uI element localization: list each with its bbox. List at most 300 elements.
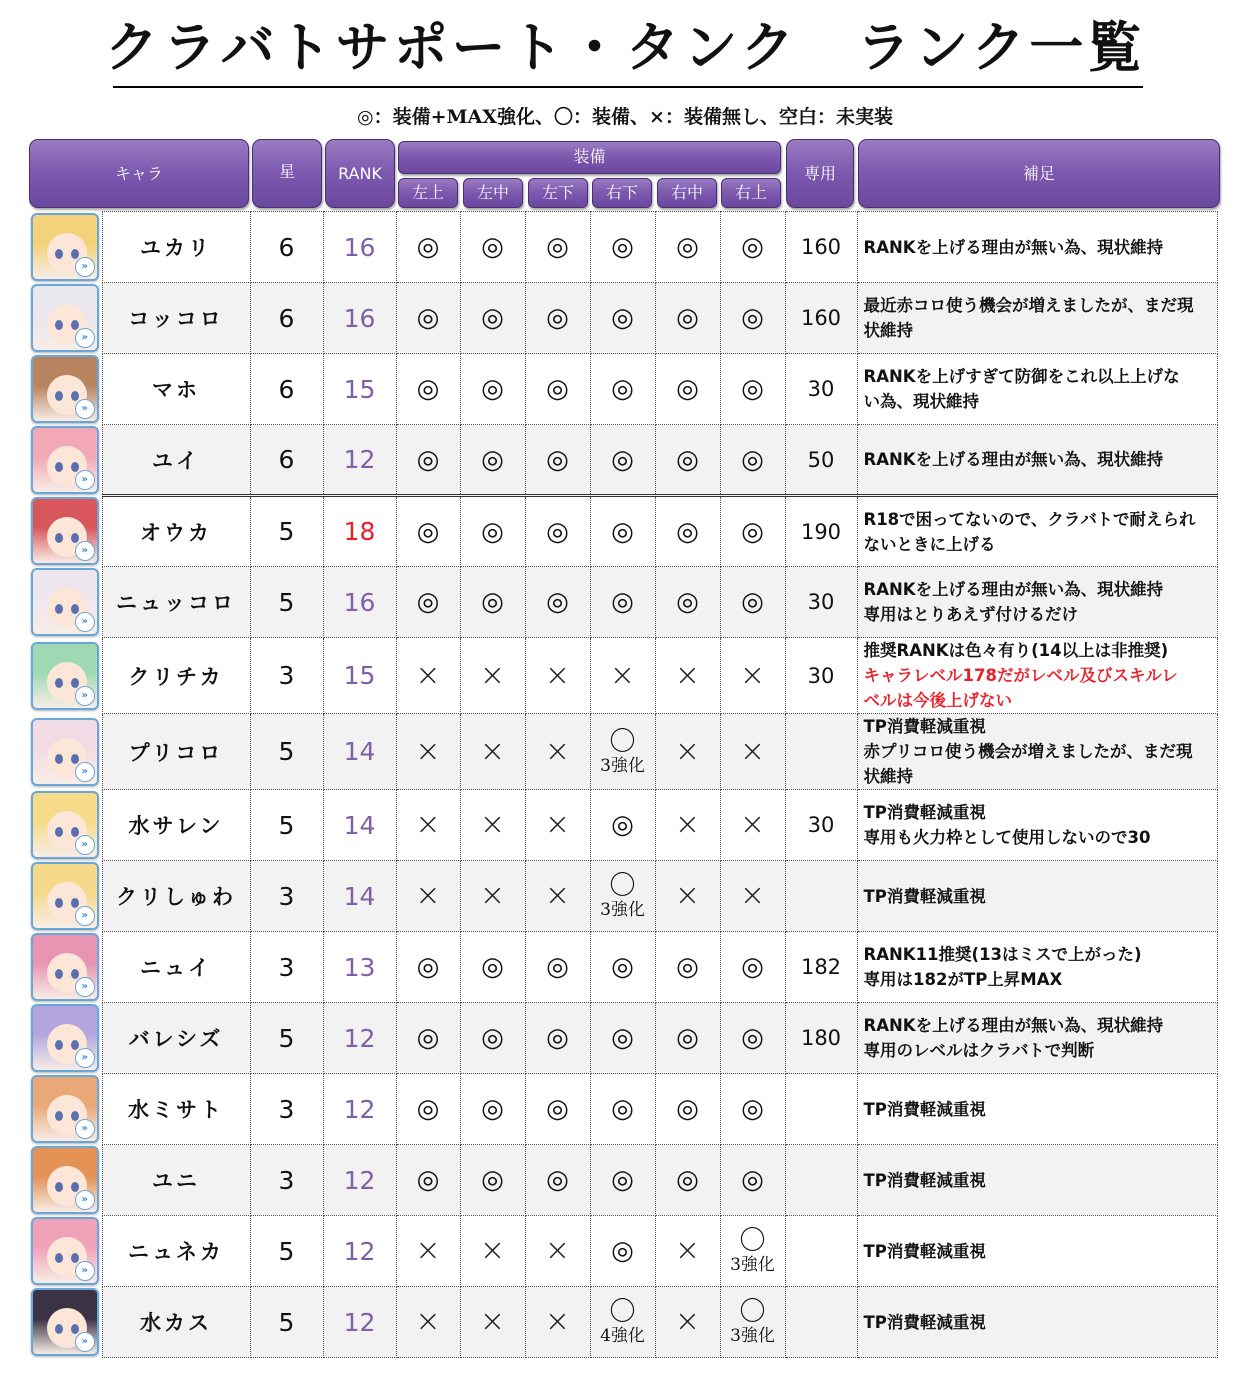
equip-cell <box>655 1287 720 1358</box>
rank-value-cell <box>323 932 396 1003</box>
arrow-badge-icon: » <box>75 541 95 561</box>
equip-cell <box>396 1145 460 1216</box>
equip-cell <box>396 1216 460 1287</box>
chara-name-cell <box>102 1216 250 1287</box>
equip-mark: ◎ <box>416 587 440 617</box>
equip-cell <box>720 714 785 790</box>
header-unique-label: 専用 <box>803 164 836 183</box>
table-row <box>28 1216 1217 1287</box>
table-row <box>28 496 1217 567</box>
avatar-eye-icon <box>55 678 63 688</box>
equip-mark: × <box>415 657 441 693</box>
equip-mark: ◎ <box>481 1165 504 1195</box>
note-cell <box>857 425 1217 496</box>
avatar-cell <box>28 1145 102 1216</box>
equip-cell <box>525 1216 590 1287</box>
equip-cell <box>525 354 590 425</box>
equip-cell <box>396 790 460 861</box>
chara-name: ニュッコロ <box>116 590 236 615</box>
arrow-badge-icon: » <box>75 1190 95 1210</box>
equip-cell <box>396 1074 460 1145</box>
note-cell <box>857 790 1217 861</box>
note-line: RANKを上げる理由が無い為、現状維持 <box>863 580 1164 599</box>
avatar-cell <box>28 1003 102 1074</box>
equip-cell <box>460 567 525 638</box>
equip-mark: ◎ <box>676 303 699 333</box>
avatar-eye-icon <box>71 1182 79 1192</box>
avatar <box>31 862 99 930</box>
unique-value-cell <box>785 567 857 638</box>
star-value-cell <box>250 638 323 714</box>
chara-name: ユニ <box>152 1168 200 1193</box>
equip-mark: ◎ <box>416 1165 440 1195</box>
equip-cell <box>590 283 655 354</box>
equip-cell <box>396 212 460 283</box>
star-value-cell <box>250 283 323 354</box>
note-line: い為、現状維持 <box>863 392 979 411</box>
arrow-badge-icon: » <box>75 977 95 997</box>
chara-name: 水ミサト <box>128 1097 224 1122</box>
equip-cell <box>655 1216 720 1287</box>
chara-name: ニュネカ <box>128 1239 224 1264</box>
equip-cell <box>655 1074 720 1145</box>
note-line: 状維持 <box>863 767 913 786</box>
equip-cell <box>720 354 785 425</box>
rank-value-cell <box>323 567 396 638</box>
header-slot-1 <box>463 178 523 208</box>
unique-value: 30 <box>807 813 835 837</box>
unique-value: 180 <box>800 1026 842 1050</box>
equip-mark: × <box>415 807 441 842</box>
note-line: RANKを上げる理由が無い為、現状維持 <box>863 237 1164 257</box>
header-equip-label: 装備 <box>573 147 606 166</box>
header-slot-4 <box>657 178 717 208</box>
chara-name: マホ <box>152 377 200 402</box>
rank-value-cell <box>323 714 396 790</box>
note-line: TP消費軽減重視 <box>863 886 986 906</box>
equip-cell <box>590 496 655 567</box>
unique-value-cell <box>785 283 857 354</box>
avatar-eye-icon <box>71 533 79 543</box>
unique-value: 30 <box>807 663 835 688</box>
equip-mark: × <box>544 807 571 842</box>
equip-mark: × <box>674 1233 701 1268</box>
equip-mark: ◎ <box>741 1165 764 1195</box>
avatar <box>31 284 99 352</box>
rank-value: 14 <box>343 810 376 840</box>
star-value-cell <box>250 1287 323 1358</box>
header-slot-3 <box>592 178 652 208</box>
avatar-eye-icon <box>55 320 63 330</box>
arrow-badge-icon: » <box>75 686 95 706</box>
avatar-eye-icon <box>55 898 63 908</box>
equip-cell <box>460 714 525 790</box>
equip-mark: ◎ <box>611 444 634 475</box>
equip-mark: × <box>544 1304 571 1339</box>
equip-mark: × <box>674 807 701 842</box>
note-cell <box>857 861 1217 932</box>
equip-cell <box>590 714 655 790</box>
note-line: 専用も火力枠として使用しないので30 <box>863 828 1151 847</box>
equip-mark: × <box>674 878 701 913</box>
avatar-eye-icon <box>71 1040 79 1050</box>
avatar-cell <box>28 714 102 790</box>
chara-name-cell <box>102 790 250 861</box>
avatar <box>31 933 99 1001</box>
unique-value-cell <box>785 790 857 861</box>
equip-cell <box>460 1074 525 1145</box>
equip-cell <box>590 425 655 496</box>
equip-cell <box>655 638 720 714</box>
note-line: R18で困ってないので、クラバトで耐えられ <box>863 509 1196 529</box>
avatar-cell <box>28 283 102 354</box>
avatar <box>31 1004 99 1072</box>
equip-mark: ◎ <box>611 810 634 840</box>
equip-cell <box>590 1003 655 1074</box>
chara-name-cell <box>102 1003 250 1074</box>
equip-cell <box>525 425 590 496</box>
table-row <box>28 212 1217 283</box>
chara-name: ユイ <box>152 447 200 473</box>
equip-mark: ◎ <box>741 303 764 333</box>
equip-cell <box>720 425 785 496</box>
equip-mark: × <box>479 878 506 913</box>
avatar-eye-icon <box>71 391 79 401</box>
equip-mark: ◎ <box>676 444 699 475</box>
header-chara <box>29 139 249 208</box>
chara-name-cell <box>102 354 250 425</box>
avatar <box>31 213 99 281</box>
avatar-eye-icon <box>71 1111 79 1121</box>
star-value-cell <box>250 1216 323 1287</box>
equip-mark: × <box>415 1233 441 1268</box>
equip-mark: ◎ <box>416 303 440 333</box>
equip-mark: × <box>479 807 506 842</box>
header-chara-label: キャラ <box>114 164 163 183</box>
arrow-badge-icon: » <box>75 1048 95 1068</box>
note-cell <box>857 1287 1217 1358</box>
equip-cell <box>720 861 785 932</box>
avatar-cell <box>28 1074 102 1145</box>
star-value-cell <box>250 861 323 932</box>
header-rank-label: RANK <box>338 164 382 183</box>
arrow-badge-icon: » <box>75 762 95 782</box>
unique-value-cell <box>785 1074 857 1145</box>
chara-name: クリしゅわ <box>116 884 236 909</box>
unique-value: 182 <box>800 955 842 979</box>
equip-cell <box>720 790 785 861</box>
note-line: TP消費軽減重視 <box>863 1099 986 1119</box>
equip-stage: 3強化 <box>730 1326 775 1346</box>
unique-value-cell <box>785 496 857 567</box>
equip-mark: × <box>544 1233 571 1268</box>
avatar <box>31 497 99 565</box>
equip-mark: × <box>415 733 441 769</box>
equip-mark: ◎ <box>546 1165 569 1195</box>
equip-mark: × <box>479 1233 506 1268</box>
equip-mark: ◎ <box>481 232 504 262</box>
note-line: ないときに上げる <box>863 534 996 554</box>
equip-mark: ◎ <box>416 1094 440 1124</box>
unique-value-cell <box>785 1287 857 1358</box>
avatar <box>31 1217 99 1285</box>
equip-mark: ◎ <box>481 516 504 547</box>
star-value: 3 <box>278 881 295 911</box>
chara-name: クリチカ <box>128 663 224 689</box>
rank-value: 12 <box>343 1094 376 1124</box>
header-slot-label: 右中 <box>670 183 703 202</box>
equip-cell <box>720 496 785 567</box>
equip-cell <box>655 714 720 790</box>
unique-value: 160 <box>800 235 842 259</box>
equip-cell <box>590 1216 655 1287</box>
equip-cell <box>655 1145 720 1216</box>
chara-name-cell <box>102 212 250 283</box>
star-value-cell <box>250 1145 323 1216</box>
equip-cell <box>460 212 525 283</box>
equip-mark: ◎ <box>676 516 699 547</box>
equip-cell <box>460 283 525 354</box>
unique-value-cell <box>785 1003 857 1074</box>
avatar-eye-icon <box>55 462 63 472</box>
avatar-cell <box>28 425 102 496</box>
equip-cell <box>460 1287 525 1358</box>
avatar-eye-icon <box>55 604 63 614</box>
equip-mark: × <box>415 1304 441 1339</box>
equip-mark: ◎ <box>611 303 634 333</box>
avatar-cell <box>28 1216 102 1287</box>
unique-value: 160 <box>800 306 842 330</box>
note-line: RANK11推奨(13はミスで上がった) <box>863 945 1142 964</box>
equip-cell <box>525 861 590 932</box>
equip-cell <box>460 425 525 496</box>
equip-cell <box>460 861 525 932</box>
avatar-cell <box>28 1287 102 1358</box>
equip-mark: ◎ <box>611 1165 634 1195</box>
rank-table-body <box>28 212 1217 1358</box>
note-line: TP消費軽減重視 <box>863 1170 986 1190</box>
equip-mark: ◎ <box>481 587 504 617</box>
note-line: TP消費軽減重視 <box>863 1312 986 1332</box>
rank-value-cell <box>323 1074 396 1145</box>
star-value-cell <box>250 1003 323 1074</box>
note-cell <box>857 354 1217 425</box>
equip-mark: ◎ <box>741 587 764 617</box>
rank-value-cell <box>323 496 396 567</box>
table-row <box>28 1074 1217 1145</box>
note-cell <box>857 932 1217 1003</box>
equip-mark: ◎ <box>481 1023 504 1053</box>
equip-mark: ◎ <box>546 952 569 982</box>
rank-value-cell <box>323 790 396 861</box>
equip-mark: ◎ <box>611 1094 634 1124</box>
equip-cell <box>655 1003 720 1074</box>
avatar-eye-icon <box>55 969 63 979</box>
equip-cell <box>590 638 655 714</box>
unique-value: 30 <box>807 590 835 614</box>
equip-cell <box>655 932 720 1003</box>
rank-value-cell <box>323 638 396 714</box>
equip-stage: 3強化 <box>600 900 645 920</box>
equip-cell <box>396 567 460 638</box>
equip-mark: ◎ <box>481 1094 504 1124</box>
arrow-badge-icon: » <box>75 1261 95 1281</box>
equip-mark: 〇 <box>609 1297 636 1327</box>
equip-mark: × <box>674 1304 701 1339</box>
equip-cell <box>396 1287 460 1358</box>
avatar-cell <box>28 354 102 425</box>
avatar-eye-icon <box>71 320 79 330</box>
avatar-eye-icon <box>71 969 79 979</box>
rank-value: 16 <box>343 587 376 617</box>
equip-mark: ◎ <box>611 1236 634 1266</box>
header-star <box>252 139 322 208</box>
equip-mark: ◎ <box>676 374 699 404</box>
equip-cell <box>590 932 655 1003</box>
header-slot-label: 右下 <box>605 183 638 202</box>
equip-cell <box>525 567 590 638</box>
rank-value: 16 <box>343 232 376 262</box>
equip-cell <box>396 861 460 932</box>
avatar <box>31 1075 99 1143</box>
chara-name-cell <box>102 638 250 714</box>
equip-cell <box>720 638 785 714</box>
equip-cell <box>396 638 460 714</box>
star-value-cell <box>250 932 323 1003</box>
unique-value-cell <box>785 714 857 790</box>
equip-mark: ◎ <box>741 516 764 547</box>
unique-value-cell <box>785 425 857 496</box>
equip-cell <box>525 1003 590 1074</box>
equip-mark: ◎ <box>676 1094 699 1124</box>
chara-name: ニュイ <box>140 955 212 980</box>
equip-cell <box>525 283 590 354</box>
header-slot-label: 左下 <box>541 183 574 202</box>
equip-mark: ◎ <box>546 444 569 475</box>
header-unique <box>786 139 854 208</box>
note-line: TP消費軽減重視 <box>863 803 986 822</box>
header-equip <box>398 141 781 174</box>
equip-mark: ◎ <box>416 444 440 475</box>
legend-text: ◎：装備+MAX強化、〇：装備、×：装備無し、空白：未実装 <box>357 106 893 128</box>
avatar <box>31 355 99 423</box>
arrow-badge-icon: » <box>75 399 95 419</box>
unique-value: 30 <box>807 377 835 401</box>
unique-value-cell <box>785 1216 857 1287</box>
rank-value: 12 <box>343 1236 376 1266</box>
avatar-eye-icon <box>55 1324 63 1334</box>
equip-cell <box>720 212 785 283</box>
equip-cell <box>396 714 460 790</box>
rank-value-cell <box>323 1145 396 1216</box>
equip-cell <box>655 861 720 932</box>
rank-value: 15 <box>343 374 376 404</box>
table-row <box>28 567 1217 638</box>
avatar-eye-icon <box>55 1253 63 1263</box>
header-note-label: 補足 <box>1022 164 1055 183</box>
star-value-cell <box>250 714 323 790</box>
table-row <box>28 638 1217 714</box>
note-line-red: キャラレベル178だがレベル及びスキルレ <box>863 666 1178 685</box>
equip-cell <box>590 567 655 638</box>
equip-cell <box>396 496 460 567</box>
page-title: クラバトサポート・タンク ランク一覧 <box>104 15 1146 79</box>
equip-cell <box>460 638 525 714</box>
star-value: 3 <box>278 1094 295 1124</box>
equip-cell <box>590 1287 655 1358</box>
note-line: TP消費軽減重視 <box>863 717 986 736</box>
unique-value-cell <box>785 638 857 714</box>
equip-cell <box>720 1287 785 1358</box>
equip-mark: 〇 <box>609 726 636 757</box>
equip-mark: ◎ <box>546 232 569 262</box>
equip-mark: 〇 <box>739 1226 766 1256</box>
equip-cell <box>460 354 525 425</box>
equip-mark: ◎ <box>416 374 440 404</box>
rank-value-cell <box>323 1287 396 1358</box>
equip-mark: × <box>739 878 766 913</box>
star-value: 5 <box>278 587 295 617</box>
avatar-eye-icon <box>71 754 79 764</box>
header-slot-0 <box>398 178 458 208</box>
equip-mark: × <box>479 657 506 693</box>
chara-name-cell <box>102 1074 250 1145</box>
table-row <box>28 1003 1217 1074</box>
rank-value: 12 <box>343 445 376 474</box>
equip-stage: 3強化 <box>730 1255 775 1275</box>
star-value: 3 <box>278 952 295 982</box>
avatar <box>31 568 99 636</box>
avatar-eye-icon <box>55 249 63 259</box>
note-cell <box>857 496 1217 567</box>
title-underline <box>113 86 1143 88</box>
equip-cell <box>590 861 655 932</box>
equip-mark: ◎ <box>741 952 764 982</box>
equip-cell <box>720 1216 785 1287</box>
avatar <box>31 791 99 859</box>
equip-stage: 3強化 <box>600 755 645 776</box>
equip-mark: ◎ <box>481 303 504 333</box>
rank-value: 14 <box>343 881 376 911</box>
note-line: 専用はとりあえず付けるだけ <box>863 605 1078 624</box>
unique-value-cell <box>785 212 857 283</box>
rank-value: 16 <box>343 303 376 333</box>
equip-cell <box>525 638 590 714</box>
equip-mark: ◎ <box>611 232 634 262</box>
table-row <box>28 714 1217 790</box>
arrow-badge-icon: » <box>75 470 95 490</box>
equip-cell <box>720 1145 785 1216</box>
table-row <box>28 790 1217 861</box>
star-value-cell <box>250 1074 323 1145</box>
equip-cell <box>655 496 720 567</box>
star-value: 5 <box>278 1307 295 1337</box>
note-line: RANKを上げる理由が無い為、現状維持 <box>863 1016 1164 1035</box>
chara-name: 水カス <box>140 1310 212 1335</box>
equip-mark: × <box>544 878 571 913</box>
equip-mark: ◎ <box>676 232 699 262</box>
unique-value: 190 <box>800 519 842 544</box>
equip-cell <box>590 212 655 283</box>
avatar-cell <box>28 638 102 714</box>
avatar-eye-icon <box>55 827 63 837</box>
equip-mark: ◎ <box>416 232 440 262</box>
header-slot-label: 右上 <box>734 183 767 202</box>
equip-mark: × <box>479 733 506 769</box>
header-rank <box>325 139 395 208</box>
equip-cell <box>590 1074 655 1145</box>
table-row <box>28 425 1217 496</box>
